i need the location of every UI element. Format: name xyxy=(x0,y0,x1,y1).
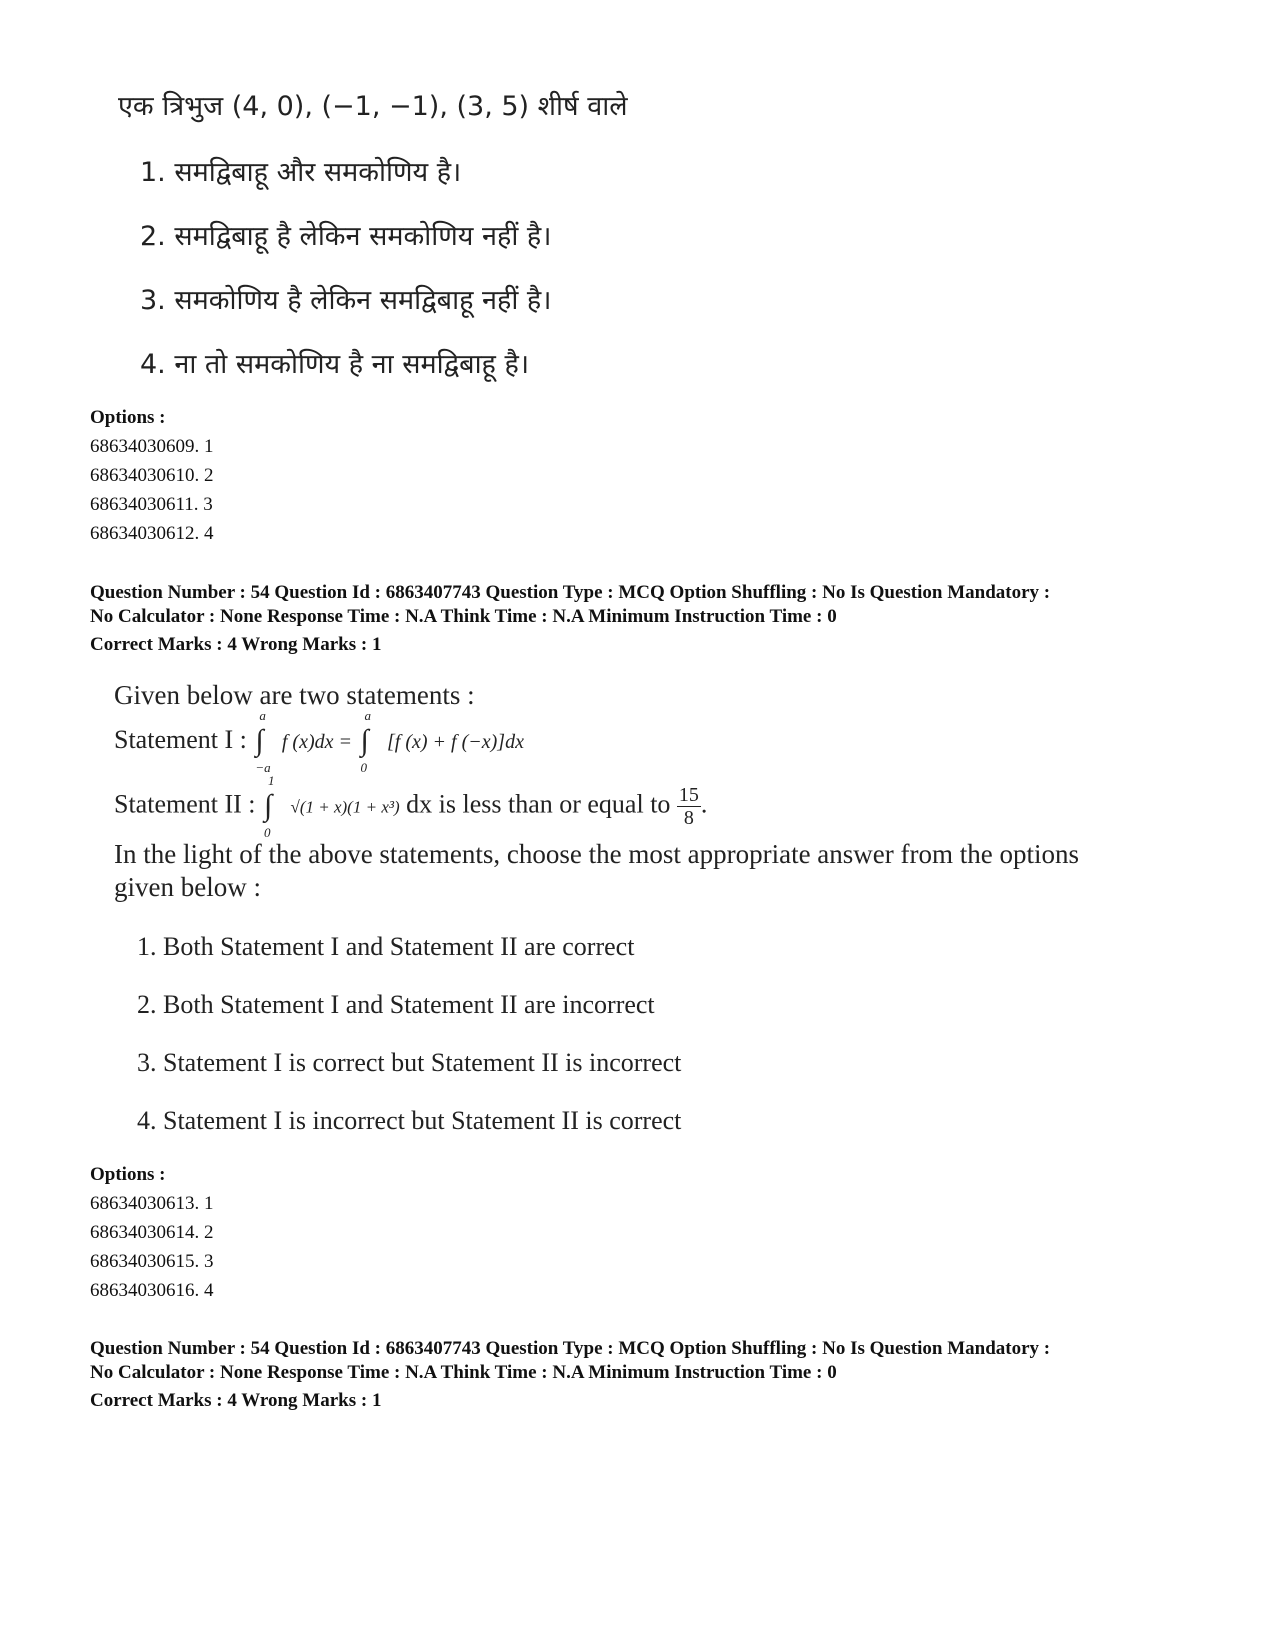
statement-1-rhs: [f (x) + f (−x)]dx xyxy=(387,730,524,753)
option-item: 68634030616. 4 xyxy=(90,1280,214,1301)
question-2-choice-2: 2. Both Statement I and Statement II are incorrect xyxy=(137,990,655,1019)
statement-1 xyxy=(114,708,524,775)
option-item: 68634030614. 2 xyxy=(90,1222,214,1243)
question-2-instruction: In the light of the above statements, choose the most appropriate answer from the options given below : xyxy=(114,839,1079,902)
question-meta-2 xyxy=(90,1337,1050,1413)
question-2-choice-4: 4. Statement I is incorrect but Statement II is correct xyxy=(137,1106,682,1135)
integral-sign: a ∫ −a xyxy=(255,708,271,775)
integral-sign: 1 ∫ 0 xyxy=(264,772,275,840)
statement-1-label: Statement I : xyxy=(114,724,247,754)
question-2-choice-3: 3. Statement I is correct but Statement II is incorrect xyxy=(137,1048,682,1077)
option-item: 68634030613. 1 xyxy=(90,1193,214,1214)
meta-line-2: No Calculator : None Response Time : N.A Think Time : N.A Minimum Instruction Time : 0 xyxy=(90,606,837,627)
question-1-choice-1: 1. समद्विबाहू और समकोणिय है। xyxy=(140,157,462,188)
option-item: 68634030610. 2 xyxy=(90,465,214,486)
option-item: 68634030615. 3 xyxy=(90,1251,214,1272)
meta-line-3: Correct Marks : 4 Wrong Marks : 1 xyxy=(90,1390,382,1411)
statement-1-lhs: f (x)dx = xyxy=(281,730,352,753)
meta-line-2: No Calculator : None Response Time : N.A Think Time : N.A Minimum Instruction Time : 0 xyxy=(90,1362,837,1383)
question-1-stem: एक त्रिभुज (4, 0), (−1, −1), (3, 5) शीर्ष वाले xyxy=(118,91,628,122)
meta-line-1: Question Number : 54 Question Id : 6863407743 Question Type : MCQ Option Shuffling : No Is Question Mandatory : xyxy=(90,1338,1051,1359)
question-meta-1 xyxy=(90,581,1050,657)
statement-2-integrand: √(1 + x)(1 + x³) xyxy=(290,797,400,817)
question-2-choice-1: 1. Both Statement I and Statement II are correct xyxy=(137,932,635,961)
option-item: 68634030612. 4 xyxy=(90,523,214,544)
question-1-choice-3: 3. समकोणिय है लेकिन समद्विबाहू नहीं है। xyxy=(140,285,552,316)
question-1-choice-2: 2. समद्विबाहू है लेकिन समकोणिय नहीं है। xyxy=(140,221,552,252)
statement-2: Statement II : 1 ∫ 0 √(1 + x)(1 + x³) dx is less than or equal to $\frac{15}{8}$ . xyxy=(114,772,708,840)
options-label-1: Options : xyxy=(90,407,166,428)
question-1-choice-4: 4. ना तो समकोणिय है ना समद्विबाहू है। xyxy=(140,349,530,380)
fraction: $\frac{15}{8}$ xyxy=(678,784,699,829)
question-2-intro: Given below are two statements : xyxy=(114,680,475,710)
meta-line-3: Correct Marks : 4 Wrong Marks : 1 xyxy=(90,634,382,655)
options-list-1 xyxy=(90,432,214,548)
statement-2-label: Statement II : xyxy=(114,789,256,819)
option-item: 68634030611. 3 xyxy=(90,494,213,515)
statement-2-text: dx is less than or equal to xyxy=(406,789,671,819)
option-item: 68634030609. 1 xyxy=(90,436,214,457)
meta-line-1: Question Number : 54 Question Id : 6863407743 Question Type : MCQ Option Shuffling : No Is Question Mandatory : xyxy=(90,582,1051,603)
integral-sign: a ∫ 0 xyxy=(360,708,371,775)
options-label-2: Options : xyxy=(90,1164,166,1185)
options-list-2 xyxy=(90,1189,214,1305)
